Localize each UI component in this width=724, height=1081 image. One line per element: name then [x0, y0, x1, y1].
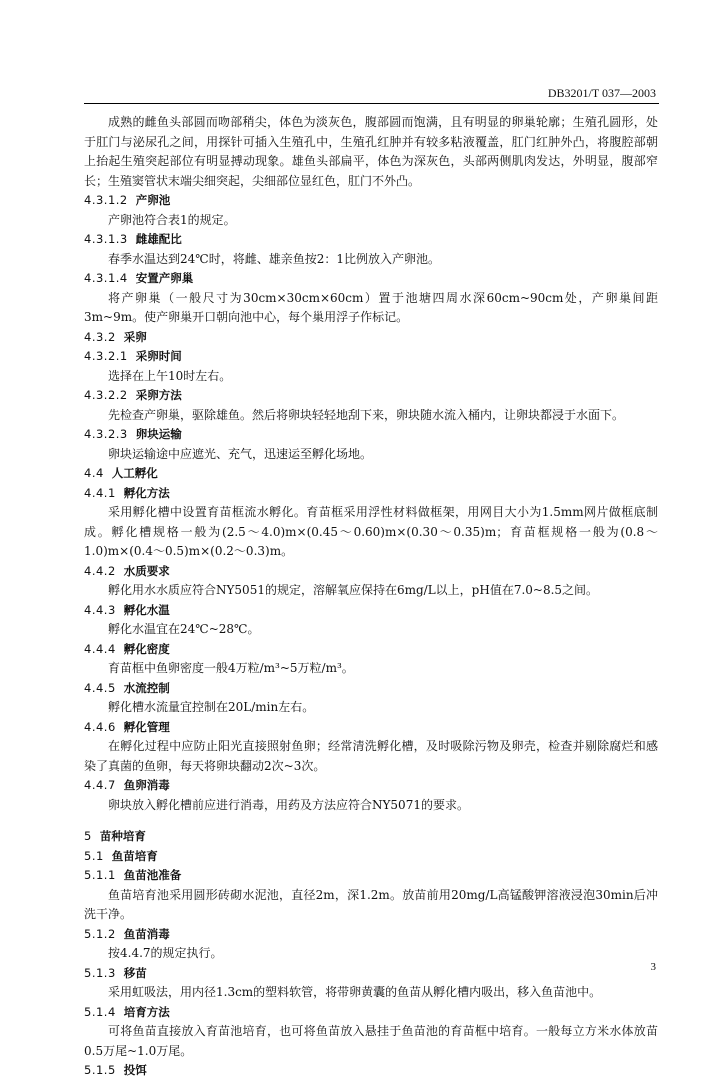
section-number: 4.3.2 — [84, 329, 116, 344]
section-heading — [84, 827, 658, 847]
section-number: 4.4.3 — [84, 602, 116, 617]
section-heading — [84, 347, 658, 367]
section-title: 移苗 — [123, 965, 147, 980]
section-number: 5.1.3 — [84, 965, 116, 980]
section-title: 鱼卵消毒 — [123, 778, 170, 792]
paragraph: 孵化槽水流量宜控制在20L/min左右。 — [108, 700, 315, 714]
section-number: 5.1.2 — [84, 926, 116, 941]
paragraph: 育苗框中鱼卵密度一般4万粒/m³~5万粒/m³。 — [108, 661, 354, 675]
section-number: 5.1.1 — [84, 868, 116, 882]
section-title: 鱼苗消毒 — [123, 926, 170, 941]
paragraph: 将产卵巢（一般尺寸为30cm×30cm×60cm）置于池塘四周水深60cm~90cm处，产卵巢间距3m~9m。使产卵巢开口朝向池中心，每个巢用浮子作标记。 — [84, 290, 658, 324]
section-heading — [84, 776, 658, 796]
section-title: 产卵池 — [135, 193, 171, 207]
section-heading — [84, 269, 658, 289]
paragraph: 春季水温达到24℃时，将雌、雄亲鱼按2：1比例放入产卵池。 — [108, 251, 440, 266]
section-heading — [84, 484, 658, 504]
section-title: 人工孵化 — [111, 466, 158, 480]
section-number: 4.3.1.4 — [84, 271, 128, 285]
section-number: 5 — [84, 829, 92, 843]
paragraph: 卵块运输途中应遮光、充气，迅速运至孵化场地。 — [108, 446, 373, 461]
section-title: 安置产卵巢 — [135, 271, 194, 285]
paragraph: 先检查产卵巢，驱除雄鱼。然后将卵块轻轻地刮下来，卵块随水流入桶内，让卵块都浸于水面下。 — [108, 407, 625, 422]
section-title: 孵化管理 — [123, 719, 170, 734]
paragraph: 卵块放入孵化槽前应进行消毒，用药及方法应符合NY5071的要求。 — [108, 797, 469, 812]
section-number: 5.1 — [84, 848, 104, 863]
header-rule — [84, 103, 659, 104]
section-number: 4.4 — [84, 466, 104, 480]
section-heading — [84, 425, 658, 445]
section-heading — [84, 601, 658, 621]
section-title: 培育方法 — [123, 1004, 170, 1019]
section-number: 5.1.5 — [84, 1063, 116, 1077]
section-number: 4.3.1.3 — [84, 232, 128, 246]
paragraph: 孵化用水水质应符合NY5051的规定，溶解氧应保持在6mg/L以上，pH值在7.0~8.5之间。 — [108, 583, 599, 597]
paragraph: 选择在上午10时左右。 — [108, 368, 232, 383]
paragraph: 按4.4.7的规定执行。 — [108, 946, 223, 960]
section-number: 4.4.6 — [84, 719, 116, 734]
section-title: 采卵时间 — [135, 349, 182, 363]
section-number: 4.3.2.3 — [84, 427, 128, 441]
section-heading — [84, 847, 658, 867]
section-title: 投饵 — [123, 1063, 147, 1077]
section-number: 4.4.5 — [84, 680, 116, 695]
section-number: 5.1.4 — [84, 1004, 116, 1019]
paragraph: 在孵化过程中应防止阳光直接照射鱼卵；经常清洗孵化槽，及时吸除污物及卵壳，检查并剔除腐烂和感染了真菌的鱼卵，每天将卵块翻动2次~3次。 — [84, 739, 658, 773]
paragraph: 产卵池符合表1的规定。 — [108, 212, 236, 227]
section-heading — [84, 640, 658, 660]
page-number: 3 — [650, 961, 656, 973]
section-heading — [84, 964, 658, 984]
section-number: 4.4.7 — [84, 778, 116, 792]
paragraph: 采用虹吸法，用内径1.3cm的塑料软管，将带卵黄囊的鱼苗从孵化槽内吸出，移入鱼苗池中。 — [108, 985, 602, 999]
section-heading — [84, 464, 658, 484]
section-heading — [84, 562, 658, 582]
section-heading — [84, 386, 658, 406]
paragraph: 鱼苗培育池采用圆形砖砌水泥池，直径2m，深1.2m。放苗前用20mg/L高锰酸钾溶液浸泡30min后冲洗干净。 — [84, 887, 658, 921]
paragraph: 采用孵化槽中设置育苗框流水孵化。育苗框采用浮性材料做框架，用网目大小为1.5mm网片做框底制成。孵化槽规格一般为(2.5～4.0)m×(0.45～0.60)m×(0.30～0.35)m；育苗框规格一般为(0.8～1.0)m×(0.4～0.5)m×(0.2～0.3)m。 — [84, 505, 658, 558]
section-title: 雌雄配比 — [135, 232, 182, 246]
section-number: 4.3.2.1 — [84, 349, 128, 363]
section-title: 采卵方法 — [135, 388, 182, 402]
section-number: 4.4.2 — [84, 563, 116, 578]
section-title: 孵化密度 — [123, 641, 170, 656]
section-title: 孵化水温 — [123, 602, 170, 617]
paragraph: 可将鱼苗直接放入育苗池培育，也可将鱼苗放入悬挂于鱼苗池的育苗框中培育。一般每立方米水体放苗0.5万尾~1.0万尾。 — [84, 1024, 658, 1058]
document-header: DB3201/T 037—2003 — [547, 86, 656, 100]
section-heading — [84, 718, 658, 738]
section-heading — [84, 679, 658, 699]
section-title: 鱼苗培育 — [111, 848, 158, 863]
section-title: 苗种培育 — [99, 829, 146, 843]
section-heading — [84, 230, 658, 250]
section-heading — [84, 191, 658, 211]
section-number: 4.3.2.2 — [84, 388, 128, 402]
section-heading — [84, 925, 658, 945]
section-title: 孵化方法 — [123, 485, 170, 500]
section-heading — [84, 328, 658, 348]
document-body — [84, 113, 658, 1081]
section-number: 4.3.1.2 — [84, 193, 128, 207]
section-number: 4.4.4 — [84, 641, 116, 656]
section-title: 鱼苗池准备 — [123, 868, 182, 882]
paragraph: 成熟的雌鱼头部圆而吻部稍尖，体色为淡灰色，腹部圆而饱满，且有明显的卵巢轮廓；生殖孔圆形，处于肛门与泌尿孔之间，用探针可插入生殖孔中，生殖孔红肿并有较多粘液覆盖，肛门红肿外凸，将腹腔部朝上抬起生殖突起部位有明显搏动现象。雄鱼头部扁平，体色为深灰色，头部两侧肌肉发达，外明显，腹部窄长；生殖窦管状末端尖细突起，尖细部位显红色，肛门不外凸。 — [84, 115, 658, 188]
section-title: 水流控制 — [123, 680, 170, 695]
section-title: 卵块运输 — [135, 427, 182, 441]
section-number: 4.4.1 — [84, 485, 116, 500]
section-title: 水质要求 — [123, 563, 170, 578]
section-heading — [84, 1061, 658, 1081]
paragraph: 孵化水温宜在24℃~28℃。 — [108, 622, 260, 636]
section-heading — [84, 866, 658, 886]
section-heading — [84, 1003, 658, 1023]
section-title: 采卵 — [123, 329, 147, 344]
